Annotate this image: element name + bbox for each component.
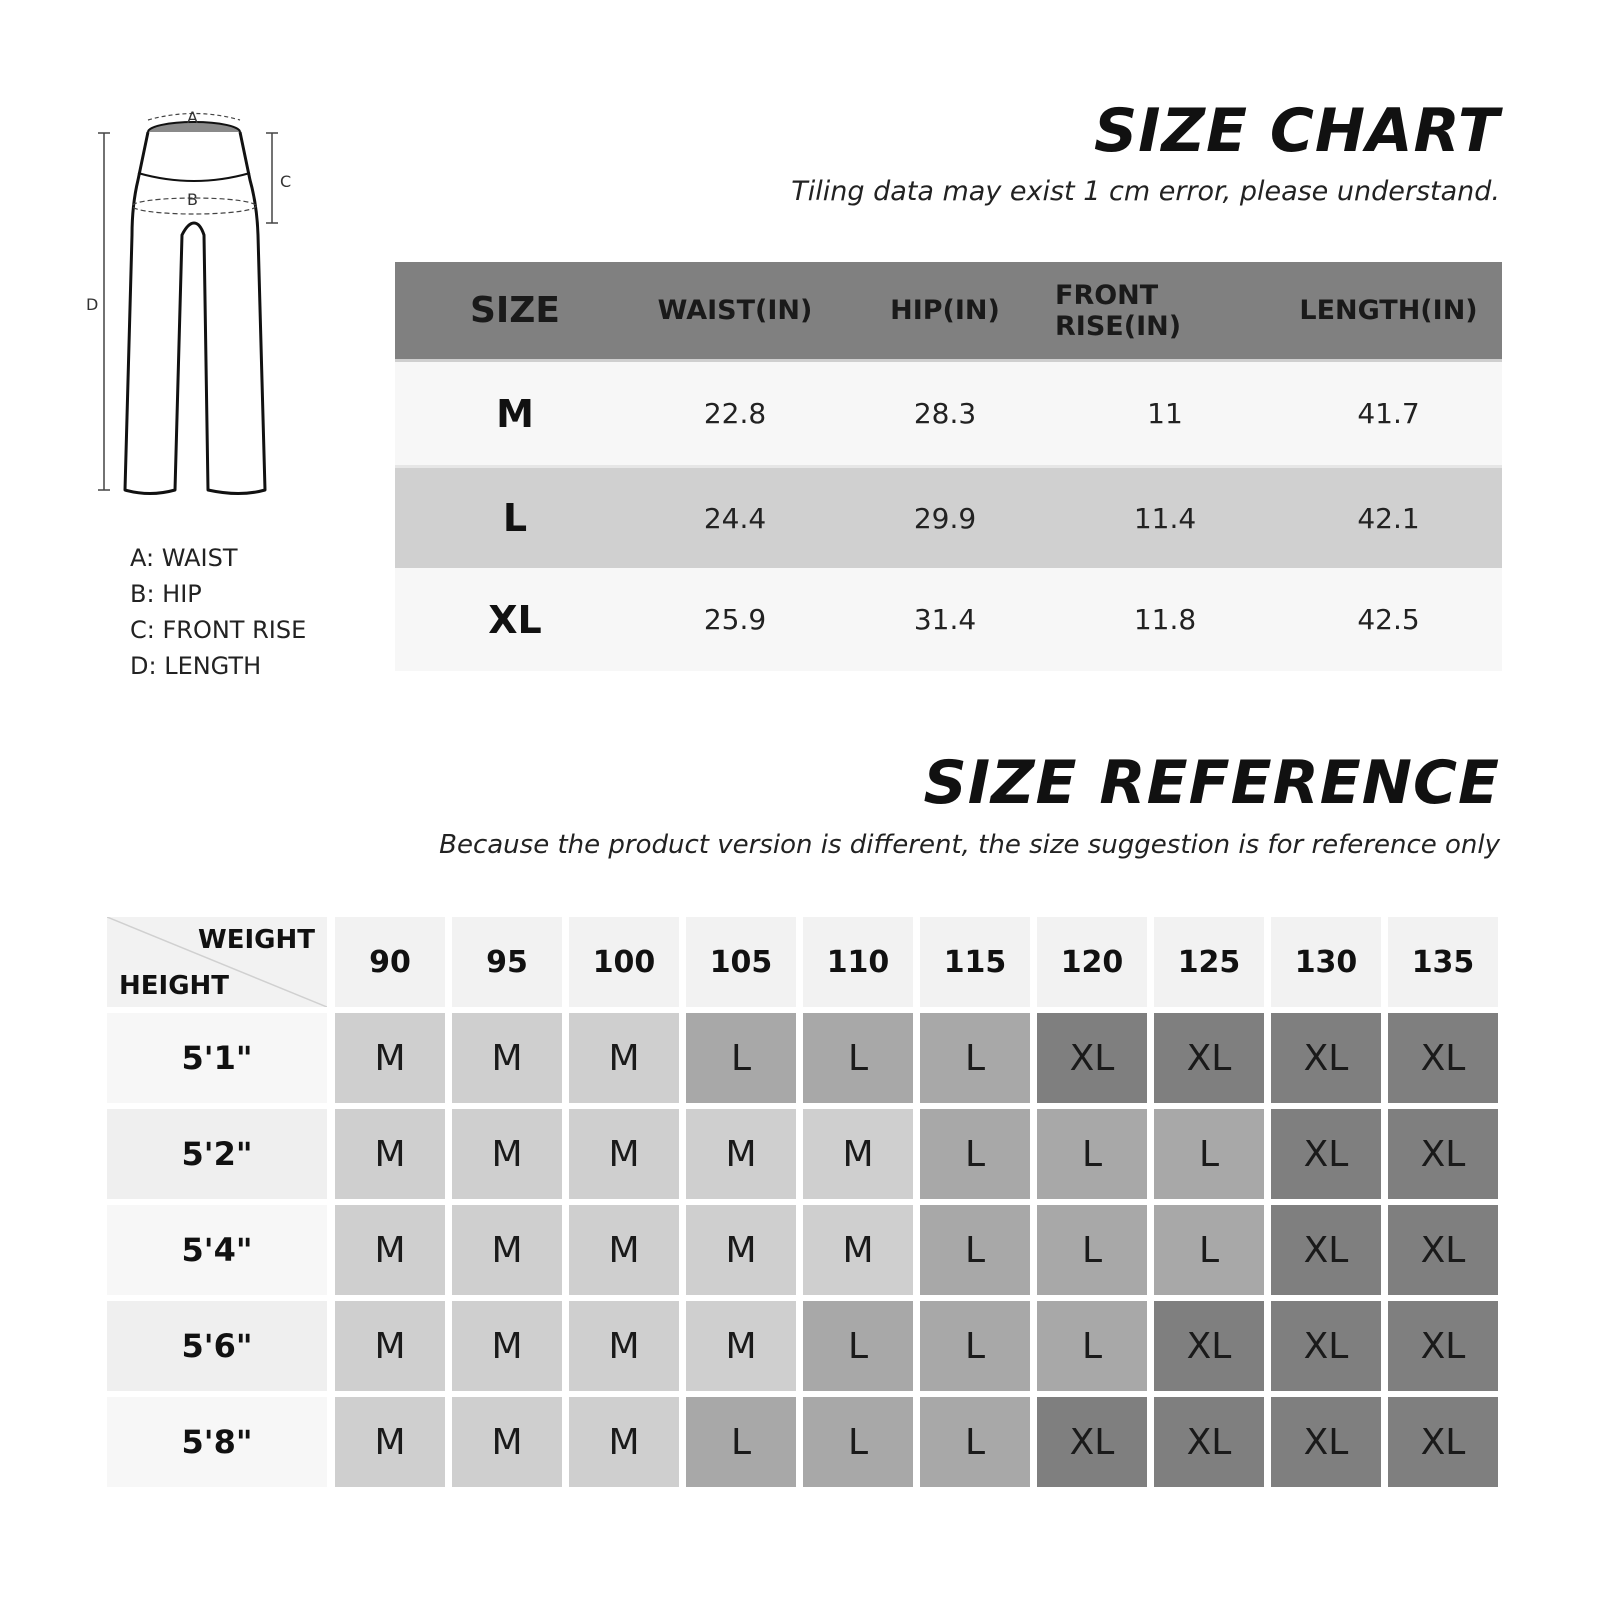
legend-item-length: D: LENGTH: [130, 652, 262, 680]
label-d: D: [86, 295, 99, 314]
header-front-rise: FRONT RISE(IN): [1055, 279, 1182, 342]
size-suggestion-cell: L: [1037, 1301, 1147, 1391]
size-suggestion-cell: XL: [1271, 1397, 1381, 1487]
length-cell: 42.5: [1357, 603, 1420, 636]
front-rise-cell: 11.8: [1133, 603, 1197, 636]
size-chart-subtitle: Tiling data may exist 1 cm error, please understand.: [791, 176, 1500, 207]
size-chart-header: [395, 262, 1502, 362]
hip-cell: 29.9: [913, 501, 977, 535]
size-suggestion-cell: XL: [1388, 1013, 1498, 1103]
size-suggestion-cell: L: [920, 1301, 1030, 1391]
height-label-cell: 5'6": [107, 1301, 327, 1391]
size-suggestion-cell: L: [686, 1397, 796, 1487]
size-suggestion-cell: M: [569, 1205, 679, 1295]
size-suggestion-cell: M: [335, 1013, 445, 1103]
hip-cell: 31.4: [913, 603, 977, 636]
waist-cell: 22.8: [703, 397, 767, 430]
table-row: [395, 465, 1502, 568]
label-a: A: [187, 108, 198, 127]
front-rise-cell: 11: [1147, 397, 1183, 430]
weight-header: 90: [335, 917, 445, 1007]
size-suggestion-cell: L: [1037, 1109, 1147, 1199]
size-suggestion-cell: M: [803, 1205, 913, 1295]
size-suggestion-cell: M: [452, 1397, 562, 1487]
pants-diagram: [80, 105, 310, 515]
size-suggestion-cell: XL: [1388, 1397, 1498, 1487]
weight-header: 120: [1037, 917, 1147, 1007]
front-rise-cell: 11.4: [1133, 501, 1197, 535]
height-label: HEIGHT: [119, 971, 230, 1001]
header-length: LENGTH(IN): [1299, 295, 1478, 326]
length-cell: 42.1: [1357, 501, 1420, 535]
size-suggestion-cell: L: [1154, 1205, 1264, 1295]
table-row: [107, 1013, 1505, 1103]
length-cell: 41.7: [1357, 397, 1420, 430]
size-suggestion-cell: M: [569, 1301, 679, 1391]
size-suggestion-cell: L: [1154, 1109, 1264, 1199]
table-row: [107, 1397, 1505, 1487]
size-suggestion-cell: L: [920, 1013, 1030, 1103]
hip-cell: 28.3: [913, 397, 977, 430]
size-suggestion-cell: M: [686, 1205, 796, 1295]
measurement-legend: [130, 540, 306, 684]
waist-cell: 24.4: [703, 501, 767, 535]
size-suggestion-cell: L: [686, 1013, 796, 1103]
weight-header: 95: [452, 917, 562, 1007]
size-suggestion-cell: L: [803, 1397, 913, 1487]
size-suggestion-cell: M: [686, 1109, 796, 1199]
header-waist: WAIST(IN): [657, 295, 813, 326]
size-suggestion-cell: XL: [1271, 1109, 1381, 1199]
size-reference-grid: [107, 917, 1505, 1493]
weight-header: 130: [1271, 917, 1381, 1007]
size-suggestion-cell: XL: [1388, 1205, 1498, 1295]
table-row: [107, 1301, 1505, 1391]
size-suggestion-cell: M: [452, 1013, 562, 1103]
size-suggestion-cell: XL: [1388, 1301, 1498, 1391]
size-suggestion-cell: L: [920, 1205, 1030, 1295]
corner-cell: [107, 917, 327, 1007]
header-hip: HIP(IN): [890, 295, 1000, 326]
table-row: [395, 362, 1502, 465]
weight-header: 100: [569, 917, 679, 1007]
size-suggestion-cell: XL: [1154, 1397, 1264, 1487]
size-cell: L: [502, 496, 528, 540]
table-row: [395, 568, 1502, 671]
size-suggestion-cell: M: [569, 1013, 679, 1103]
label-c: C: [280, 172, 292, 191]
waist-cell: 25.9: [703, 603, 767, 636]
label-b: B: [187, 190, 198, 209]
size-reference-title: SIZE REFERENCE: [923, 748, 1500, 818]
legend-item-front-rise: C: FRONT RISE: [130, 616, 307, 644]
height-label-cell: 5'1": [107, 1013, 327, 1103]
size-suggestion-cell: M: [686, 1301, 796, 1391]
weight-header: 110: [803, 917, 913, 1007]
height-label-cell: 5'2": [107, 1109, 327, 1199]
size-suggestion-cell: M: [569, 1109, 679, 1199]
weight-header: 105: [686, 917, 796, 1007]
size-reference-subtitle: Because the product version is different, the size suggestion is for reference only: [439, 830, 1500, 860]
size-suggestion-cell: L: [803, 1013, 913, 1103]
weight-label: WEIGHT: [198, 925, 315, 955]
size-suggestion-cell: M: [335, 1301, 445, 1391]
size-suggestion-cell: M: [335, 1397, 445, 1487]
size-suggestion-cell: M: [452, 1109, 562, 1199]
size-suggestion-cell: M: [335, 1205, 445, 1295]
size-suggestion-cell: L: [920, 1109, 1030, 1199]
weight-header: 115: [920, 917, 1030, 1007]
header-size: SIZE: [469, 290, 561, 331]
legend-item-waist: A: WAIST: [130, 544, 238, 572]
size-suggestion-cell: M: [335, 1109, 445, 1199]
weight-header-row: [107, 917, 1505, 1007]
height-label-cell: 5'8": [107, 1397, 327, 1487]
size-reference-rows: [107, 1013, 1505, 1487]
size-suggestion-cell: M: [452, 1205, 562, 1295]
size-suggestion-cell: XL: [1037, 1013, 1147, 1103]
weight-header: 125: [1154, 917, 1264, 1007]
size-suggestion-cell: M: [569, 1397, 679, 1487]
size-suggestion-cell: XL: [1388, 1109, 1498, 1199]
size-suggestion-cell: XL: [1271, 1013, 1381, 1103]
size-suggestion-cell: L: [1037, 1205, 1147, 1295]
table-row: [107, 1109, 1505, 1199]
height-label-cell: 5'4": [107, 1205, 327, 1295]
size-chart-title: SIZE CHART: [1093, 96, 1500, 166]
legend-item-hip: B: HIP: [130, 580, 202, 608]
size-suggestion-cell: XL: [1271, 1301, 1381, 1391]
size-suggestion-cell: XL: [1154, 1013, 1264, 1103]
size-suggestion-cell: M: [452, 1301, 562, 1391]
size-suggestion-cell: M: [803, 1109, 913, 1199]
table-row: [107, 1205, 1505, 1295]
size-cell: XL: [488, 597, 542, 642]
size-suggestion-cell: XL: [1154, 1301, 1264, 1391]
size-suggestion-cell: L: [803, 1301, 913, 1391]
weight-header: 135: [1388, 917, 1498, 1007]
size-cell: M: [496, 391, 534, 436]
size-suggestion-cell: XL: [1271, 1205, 1381, 1295]
size-suggestion-cell: XL: [1037, 1397, 1147, 1487]
size-chart-table: [395, 262, 1502, 671]
size-suggestion-cell: L: [920, 1397, 1030, 1487]
